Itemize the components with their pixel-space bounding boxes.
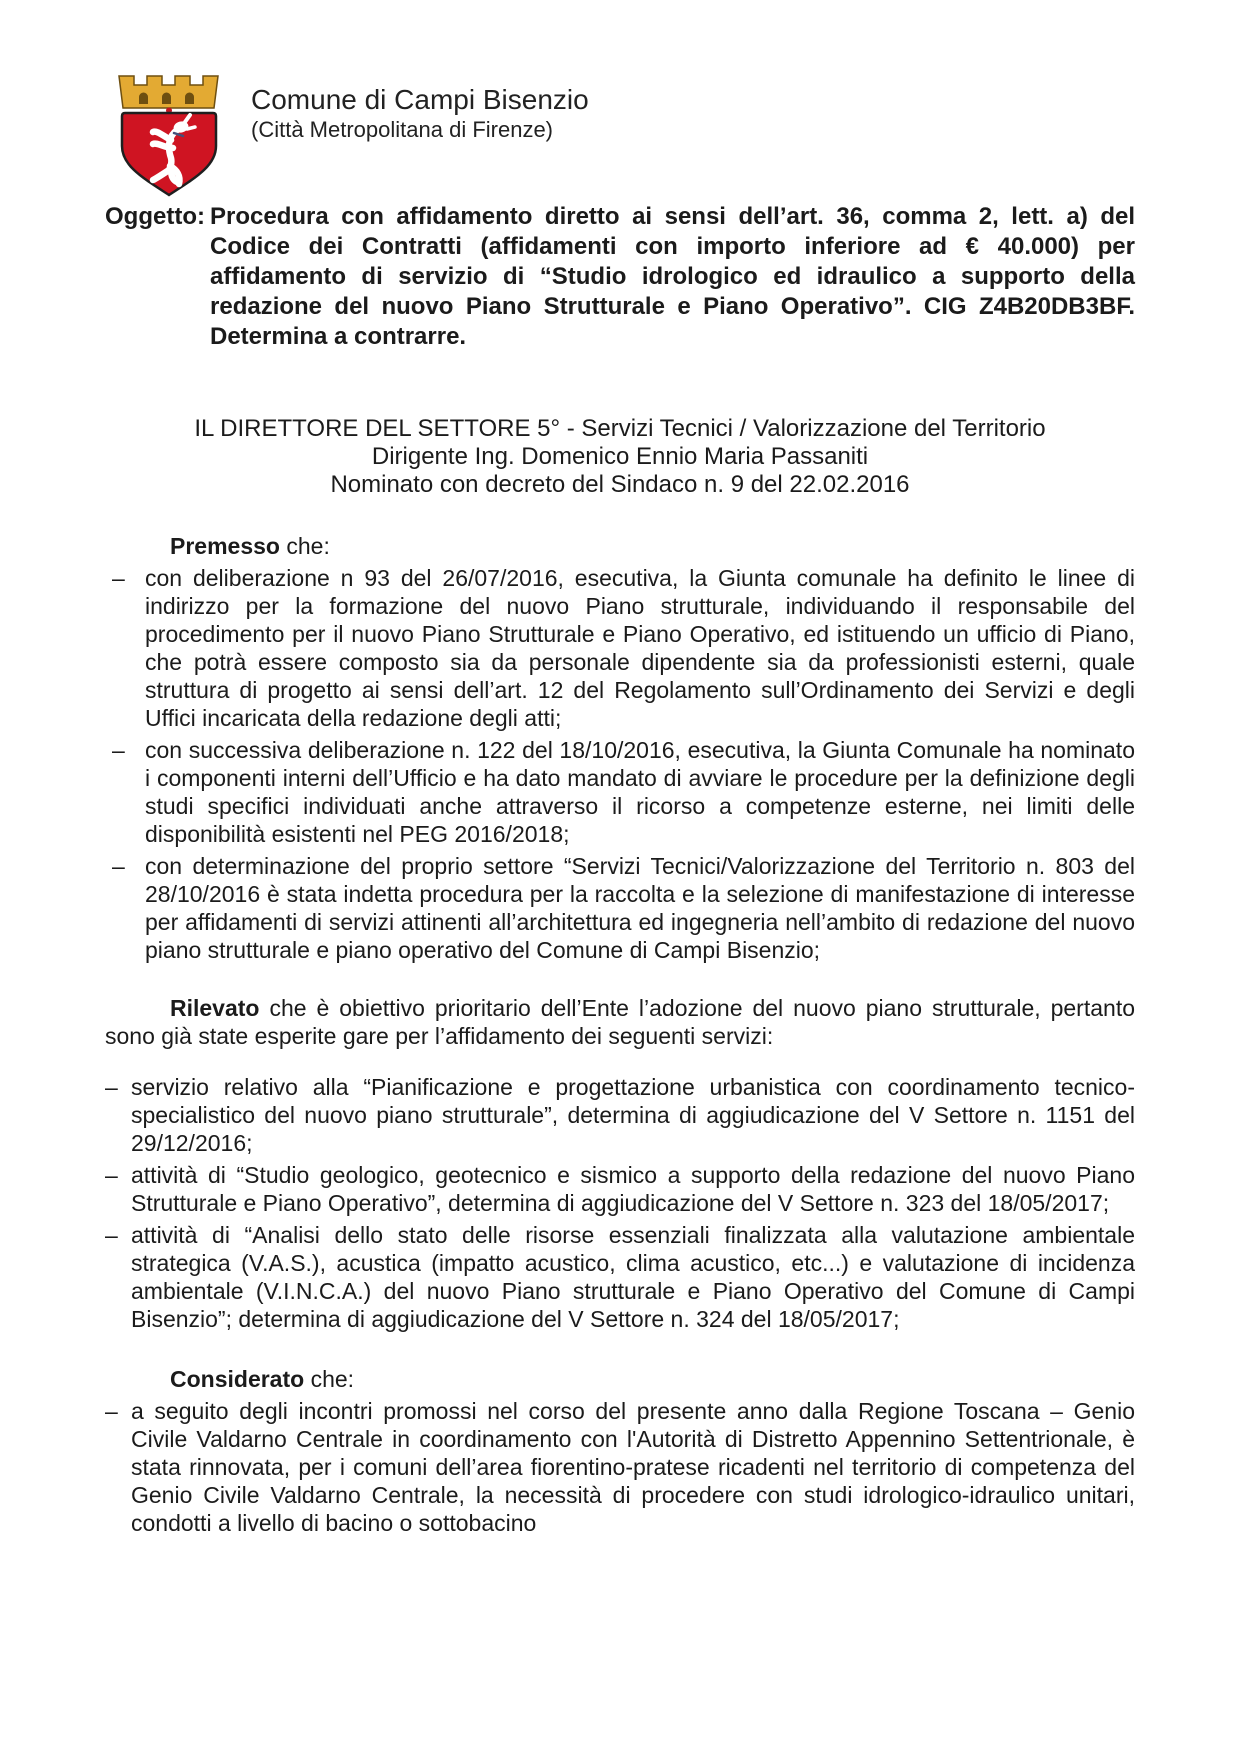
list-item-text: con determinazione del proprio settore “Servizi Tecnici/Valorizzazione del Territorio n. 803 del 28/10/2016 è stata indetta procedura per la raccolta e la selezione di manifestazione di interesse per affidamenti di servizi attinenti all’architettura ed ingegneria nell’ambito di redazione del nuovo piano strutturale e piano operativo del Comune di Campi Bisenzio;: [145, 853, 1135, 963]
rilevato-lead: [105, 994, 1135, 1050]
bullet-dash-marker: –: [105, 1398, 118, 1424]
list-item: [105, 852, 1135, 964]
list-item: [105, 564, 1135, 732]
bullet-dash-marker: –: [105, 1222, 118, 1248]
list-item-text: attività di “Analisi dello stato delle risorse essenziali finalizzata alla valutazione ambientale strategica (V.A.S.), acustica (impatto acustico, clima acustico, etc...) e valutazione di incidenza ambientale (V.I.N.C.A.) del nuovo Piano strutturale e Piano Operativo del Comune di Campi Bisenzio”; determina di aggiudicazione del V Settore n. 324 del 18/05/2017;: [131, 1222, 1135, 1332]
premesso-lead: [170, 532, 1135, 560]
premesso-list: [105, 564, 1135, 964]
bullet-dash-marker: –: [105, 1074, 118, 1100]
list-item: [105, 1221, 1135, 1333]
subject-block: [105, 202, 1135, 352]
subject-label: Oggetto:: [105, 203, 205, 230]
list-item-text: servizio relativo alla “Pianificazione e progettazione urbanistica con coordinamento tecnico-specialistico del nuovo piano strutturale”, determina di aggiudicazione del V Settore n. 1151 del 29/12/2016;: [131, 1074, 1135, 1156]
considerato-lead-rest: che:: [304, 1366, 355, 1392]
heading-line-3: Nominato con decreto del Sindaco n. 9 del 22.02.2016: [330, 471, 910, 498]
org-subtitle: (Città Metropolitana di Firenze): [251, 117, 554, 142]
rilevato-list: [105, 1073, 1135, 1333]
considerato-lead-bold: Considerato: [170, 1366, 305, 1392]
considerato-list: [105, 1397, 1135, 1537]
list-item: [105, 1161, 1135, 1217]
document-header: [113, 0, 1135, 198]
premesso-lead-bold: Premesso: [170, 533, 280, 559]
heading-line-1: IL DIRETTORE DEL SETTORE 5° - Servizi Tecnici / Valorizzazione del Territorio: [194, 415, 1046, 442]
list-item: [105, 736, 1135, 848]
list-item: [105, 1397, 1135, 1537]
org-block: [251, 84, 589, 143]
subject-text: Procedura con affidamento diretto ai sensi dell’art. 36, comma 2, lett. a) del Codice dei Contratti (affidamenti con importo inferiore ad € 40.000) per affidamento di servizio di “Studio idrologico ed idraulico a supporto della redazione del nuovo Piano Strutturale e Piano Operativo”. CIG Z4B20DB3BF. Determina a contrarre.: [210, 203, 1135, 350]
org-name: Comune di Campi Bisenzio: [251, 84, 589, 115]
director-heading: [105, 415, 1135, 499]
bullet-dash-marker: –: [112, 565, 125, 591]
list-item-text: con deliberazione n 93 del 26/07/2016, esecutiva, la Giunta comunale ha definito le linee di indirizzo per la formazione del nuovo Piano strutturale, individuando il responsabile del procedimento per il nuovo Piano Strutturale e Piano Operativo, ed istituendo un ufficio di Piano, che potrà essere composto sia da personale dipendente sia da professionisti esterni, quale struttura di progetto ai sensi dell’art. 12 del Regolamento sull’Ordinamento dei Servizi e degli Uffici incaricata della redazione degli atti;: [145, 565, 1135, 731]
heading-line-2: Dirigente Ing. Domenico Ennio Maria Passaniti: [371, 443, 869, 470]
rilevato-lead-bold: Rilevato: [170, 995, 260, 1021]
list-item-text: con successiva deliberazione n. 122 del 18/10/2016, esecutiva, la Giunta Comunale ha nominato i componenti interni dell’Ufficio e ha dato mandato di avviare le procedure per la definizione degli studi specifici individuati anche attraverso il ricorso a competenze esterne, nei limiti delle disponibilità esistenti nel PEG 2016/2018;: [145, 737, 1135, 847]
bullet-dash-marker: –: [112, 737, 125, 763]
bullet-dash-marker: –: [112, 853, 125, 879]
list-item-text: a seguito degli incontri promossi nel corso del presente anno dalla Regione Toscana – Genio Civile Valdarno Centrale in coordinamento con l'Autorità di Distretto Appennino Settentrionale, è stata rinnovata, per i comuni dell’area fiorentino-pratese ricadenti nel territorio di competenza del Genio Civile Valdarno Centrale, la necessità di procedere con studi idrologico-idraulico unitari, condotti a livello di bacino o sottobacino: [131, 1398, 1135, 1536]
list-item: [105, 1073, 1135, 1157]
bullet-dash-marker: –: [105, 1162, 118, 1188]
premesso-lead-rest: che:: [279, 533, 330, 559]
coat-of-arms-logo: [113, 72, 225, 198]
rilevato-lead-rest: che è obiettivo prioritario dell’Ente l’adozione del nuovo piano strutturale, pertanto sono già state esperite gare per l’affidamento dei seguenti servizi:: [105, 995, 1135, 1049]
mural-crown-icon: [119, 76, 218, 114]
considerato-lead: [170, 1365, 1135, 1393]
list-item-text: attività di “Studio geologico, geotecnico e sismico a supporto della redazione del nuovo Piano Strutturale e Piano Operativo”, determina di aggiudicazione del V Settore n. 323 del 18/05/2017;: [131, 1162, 1135, 1216]
